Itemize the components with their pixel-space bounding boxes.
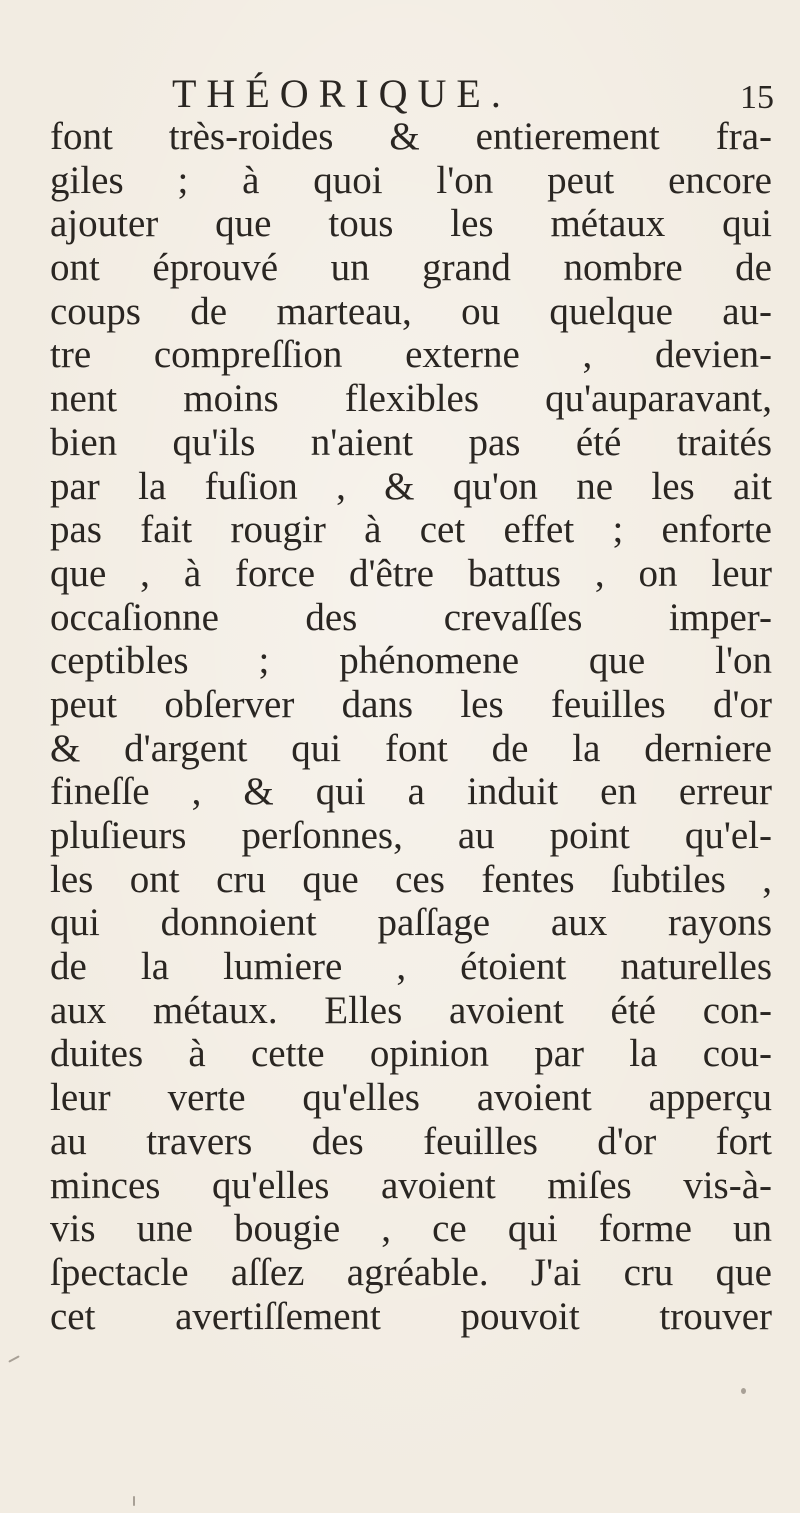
- text-line: de la lumiere , étoient naturelles: [50, 945, 772, 989]
- text-line: aux métaux. Elles avoient été con-: [50, 988, 772, 1032]
- text-line: que , à force d'être battus , on leur: [50, 551, 772, 595]
- text-line: & d'argent qui font de la derniere: [50, 726, 772, 770]
- text-line: giles ; à quoi l'on peut encore: [50, 158, 772, 202]
- text-line: vis une bougie , ce qui forme un: [50, 1207, 772, 1251]
- text-line: qui donnoient paſſage aux rayons: [50, 901, 772, 945]
- text-line: ajouter que tous les métaux qui: [50, 202, 772, 246]
- text-line: au travers des feuilles d'or fort: [50, 1119, 772, 1163]
- text-line: leur verte qu'elles avoient apperçu: [50, 1076, 772, 1120]
- paper-speck: [133, 1496, 135, 1506]
- running-head: THÉORIQUE.: [172, 71, 511, 116]
- body-text: [50, 115, 772, 1338]
- text-line: ſpectacle aſſez agréable. J'ai cru que: [50, 1250, 772, 1294]
- text-line: coups de marteau, ou quelque au-: [50, 289, 772, 333]
- text-line: ont éprouvé un grand nombre de: [50, 246, 772, 290]
- text-line: tre compreſſion externe , devien-: [50, 333, 772, 377]
- text-line: peut obſerver dans les feuilles d'or: [50, 682, 772, 726]
- text-line: les ont cru que ces fentes ſubtiles ,: [50, 857, 772, 901]
- text-line: nent moins flexibles qu'auparavant,: [50, 377, 772, 421]
- paper-speck: [8, 1355, 20, 1362]
- text-line: bien qu'ils n'aient pas été traités: [50, 420, 772, 464]
- paper-speck: [741, 1388, 746, 1394]
- text-line: cet avertiſſement pouvoit trouver: [50, 1294, 772, 1338]
- text-line: minces qu'elles avoient miſes vis-à-: [50, 1163, 772, 1207]
- text-line: pas fait rougir à cet effet ; enforte: [50, 508, 772, 552]
- text-line: pluſieurs perſonnes, au point qu'el-: [50, 814, 772, 857]
- text-line: font très-roides & entierement fra-: [50, 115, 772, 158]
- text-line: ceptibles ; phénomene que l'on: [50, 639, 772, 683]
- text-line: fineſſe , & qui a induit en erreur: [50, 770, 772, 814]
- text-line: occaſionne des crevaſſes imper-: [50, 595, 772, 639]
- text-line: par la fuſion , & qu'on ne les ait: [50, 464, 772, 508]
- text-line: duites à cette opinion par la cou-: [50, 1032, 772, 1076]
- page-number: 15: [740, 79, 774, 116]
